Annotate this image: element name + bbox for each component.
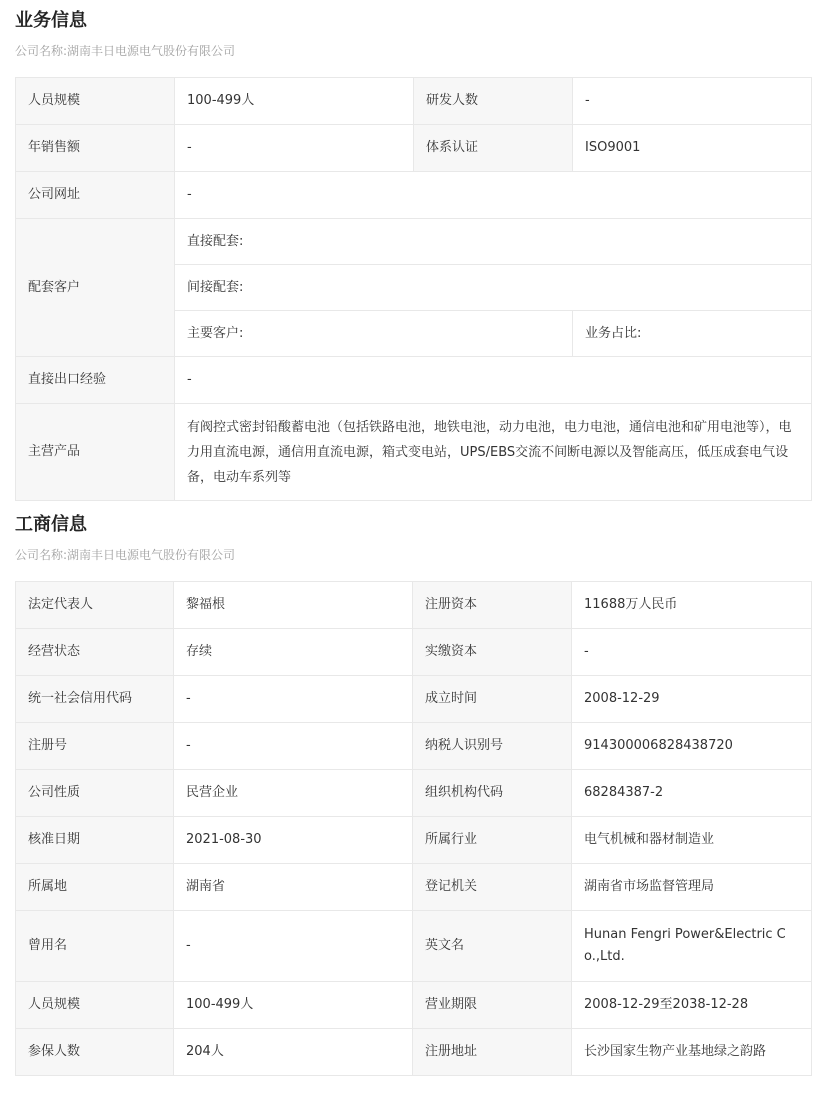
approval-date-label: 核准日期 [16,817,174,864]
business-info-table [15,77,812,501]
export-label: 直接出口经验 [16,357,175,404]
website-value: - [175,172,812,219]
authority-value: 湖南省市场监督管理局 [572,864,812,911]
registration-company-name: 公司名称:湖南丰日电源电气股份有限公司 [15,548,236,562]
legal-rep-value: 黎福根 [174,582,413,629]
registration-info-table [15,581,812,1076]
former-name-label: 曾用名 [16,911,174,982]
table-row [16,582,812,629]
company-type-label: 公司性质 [16,770,174,817]
credit-code-value: - [174,676,413,723]
annual-sales-value: - [175,125,414,172]
location-label: 所属地 [16,864,174,911]
reg-address-label: 注册地址 [413,1029,572,1076]
table-row [16,982,812,1029]
table-row [16,78,812,125]
paid-capital-value: - [572,629,812,676]
former-name-value: - [174,911,413,982]
business-share-label: 业务占比: [573,311,812,357]
certification-label: 体系认证 [414,125,573,172]
website-label: 公司网址 [16,172,175,219]
business-section-title: 业务信息 [15,10,87,31]
rd-staff-label: 研发人数 [414,78,573,125]
table-row [16,404,812,501]
table-row [16,911,812,982]
insured-count-label: 参保人数 [16,1029,174,1076]
registered-capital-label: 注册资本 [413,582,572,629]
certification-value: ISO9001 [573,125,812,172]
taxpayer-id-label: 纳税人识别号 [413,723,572,770]
legal-rep-label: 法定代表人 [16,582,174,629]
established-label: 成立时间 [413,676,572,723]
table-row [16,676,812,723]
staff-size-label: 人员规模 [16,982,174,1029]
registration-section-title: 工商信息 [15,514,87,535]
table-row [16,770,812,817]
table-row [16,723,812,770]
table-row [16,125,812,172]
paid-capital-label: 实缴资本 [413,629,572,676]
established-value: 2008-12-29 [572,676,812,723]
reg-number-label: 注册号 [16,723,174,770]
table-row [16,1029,812,1076]
authority-label: 登记机关 [413,864,572,911]
table-row [16,864,812,911]
products-label: 主营产品 [16,404,175,501]
business-company-name: 公司名称:湖南丰日电源电气股份有限公司 [15,44,236,58]
approval-date-value: 2021-08-30 [174,817,413,864]
reg-number-value: - [174,723,413,770]
export-value: - [175,357,812,404]
business-term-label: 营业期限 [413,982,572,1029]
industry-value: 电气机械和器材制造业 [572,817,812,864]
company-type-value: 民营企业 [174,770,413,817]
reg-address-value: 长沙国家生物产业基地绿之韵路 [572,1029,812,1076]
main-customers-label: 主要客户: [175,311,573,357]
table-row [16,629,812,676]
direct-supply-label: 直接配套: [175,219,812,265]
taxpayer-id-value: 914300006828438720 [572,723,812,770]
table-row [16,357,812,404]
staff-size-value: 100-499人 [175,78,414,125]
registered-capital-value: 11688万人民币 [572,582,812,629]
insured-count-value: 204人 [174,1029,413,1076]
table-row [16,817,812,864]
english-name-label: 英文名 [413,911,572,982]
table-row [16,219,812,265]
english-name-value: Hunan Fengri Power&Electric Co.,Ltd. [572,911,812,982]
operating-status-value: 存续 [174,629,413,676]
products-value: 有阀控式密封铅酸蓄电池（包括铁路电池，地铁电池，动力电池，电力电池，通信电池和矿用电池等），电力用直流电源，通信用直流电源，箱式变电站，UPS/EBS交流不间断电源以及智能高压，低压成套电气设备，电动车系列等 [175,404,812,501]
location-value: 湖南省 [174,864,413,911]
operating-status-label: 经营状态 [16,629,174,676]
table-row [16,172,812,219]
org-code-label: 组织机构代码 [413,770,572,817]
credit-code-label: 统一社会信用代码 [16,676,174,723]
customers-label: 配套客户 [16,219,175,357]
staff-size-label: 人员规模 [16,78,175,125]
indirect-supply-label: 间接配套: [175,265,812,311]
rd-staff-value: - [573,78,812,125]
staff-size-value: 100-499人 [174,982,413,1029]
annual-sales-label: 年销售额 [16,125,175,172]
org-code-value: 68284387-2 [572,770,812,817]
business-term-value: 2008-12-29至2038-12-28 [572,982,812,1029]
industry-label: 所属行业 [413,817,572,864]
